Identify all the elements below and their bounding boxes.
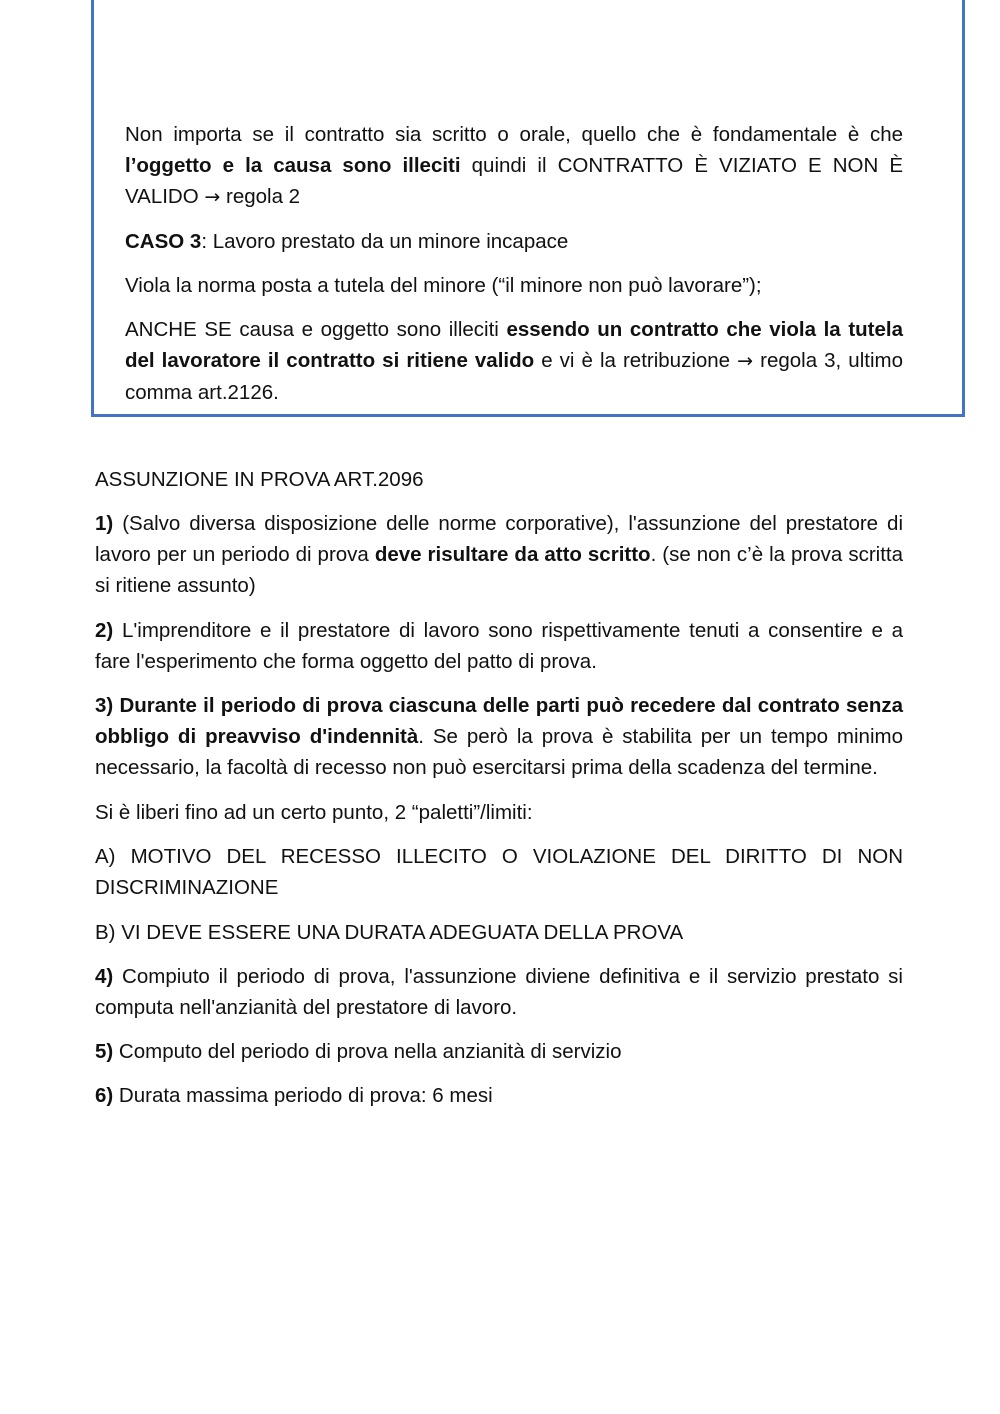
paragraph-5 xyxy=(95,1036,903,1067)
box-paragraph-valid-contract xyxy=(125,314,903,408)
section-heading xyxy=(95,464,903,495)
bold-text: l’oggetto e la causa sono illeciti xyxy=(125,154,461,177)
text-run: quindi il CONTRATTO È VIZIATO E NON È VALIDO xyxy=(125,154,903,208)
text-run: L'imprenditore e il prestatore di lavoro sono rispettivamente tenuti a consentire e a fare l'esperimento che forma oggetto del patto di prova. xyxy=(95,619,903,673)
text-run: A) MOTIVO DEL RECESSO ILLECITO O VIOLAZIONE DEL DIRITTO DI NON DISCRIMINAZIONE xyxy=(95,845,903,899)
item-number: 6) xyxy=(95,1084,114,1107)
text-run: B) VI DEVE ESSERE UNA DURATA ADEGUATA DELLA PROVA xyxy=(95,921,684,944)
text-run: Compiuto il periodo di prova, l'assunzione diviene definitiva e il servizio prestato si computa nell'anzianità del prestatore di lavoro. xyxy=(95,965,903,1019)
item-number: 2) xyxy=(95,619,114,642)
box-paragraph-caso-3 xyxy=(125,226,903,257)
text-run: . (se non c’è la prova scritta si ritiene assunto) xyxy=(95,543,903,597)
paragraph-3 xyxy=(95,690,903,783)
paragraph-4 xyxy=(95,961,903,1023)
text-run: Non importa se il contratto sia scritto o orale, quello che è fondamentale è che xyxy=(125,123,903,146)
text-run: Durata massima periodo di prova: 6 mesi xyxy=(113,1084,493,1107)
text-run: Viola la norma posta a tutela del minore (“il minore non può lavorare”); xyxy=(125,274,762,297)
item-number: 1) xyxy=(95,512,114,535)
heading-text: ASSUNZIONE IN PROVA ART.2096 xyxy=(95,468,424,491)
bold-text: deve risultare da atto scritto xyxy=(374,543,651,566)
text-run: ANCHE SE causa e oggetto sono illeciti xyxy=(125,318,507,341)
arrow-right-icon: → xyxy=(737,350,754,372)
text-run: Computo del periodo di prova nella anzianità di servizio xyxy=(113,1040,622,1063)
text-run: Si è liberi fino ad un certo punto, 2 “paletti”/limiti: xyxy=(95,801,533,824)
text-run: (Salvo diversa disposizione delle norme corporative), l'assunzione del prestatore di lavoro per un periodo di prova xyxy=(95,512,903,566)
arrow-right-icon: → xyxy=(204,186,221,208)
text-run: : Lavoro prestato da un minore incapace xyxy=(201,230,569,253)
paragraph-limit-b xyxy=(95,917,903,948)
bold-text: essendo un contratto che viola la tutela del lavoratore il contratto si ritiene valido xyxy=(125,318,903,372)
text-run: regola 3, ultimo comma art.2126. xyxy=(125,349,903,404)
box-paragraph-contract-validity xyxy=(125,119,903,213)
paragraph-limit-a xyxy=(95,841,903,903)
bold-text: 3) Durante il periodo di prova ciascuna delle parti può recedere dal contrato senza obbligo di preavviso d'indennità xyxy=(95,694,903,748)
item-number: 5) xyxy=(95,1040,114,1063)
paragraph-6 xyxy=(95,1080,903,1111)
paragraph-limits-intro xyxy=(95,797,903,828)
case-label: CASO 3 xyxy=(125,230,202,253)
text-run: e vi è la retribuzione xyxy=(534,349,738,372)
text-run: . Se però la prova è stabilita per un tempo minimo necessario, la facoltà di recesso non può esercitarsi prima della scadenza del termine. xyxy=(95,725,903,779)
box-paragraph-minor-rule xyxy=(125,270,903,301)
item-number: 4) xyxy=(95,965,114,988)
text-run: regola 2 xyxy=(220,185,301,208)
paragraph-2 xyxy=(95,615,903,677)
paragraph-1 xyxy=(95,508,903,601)
